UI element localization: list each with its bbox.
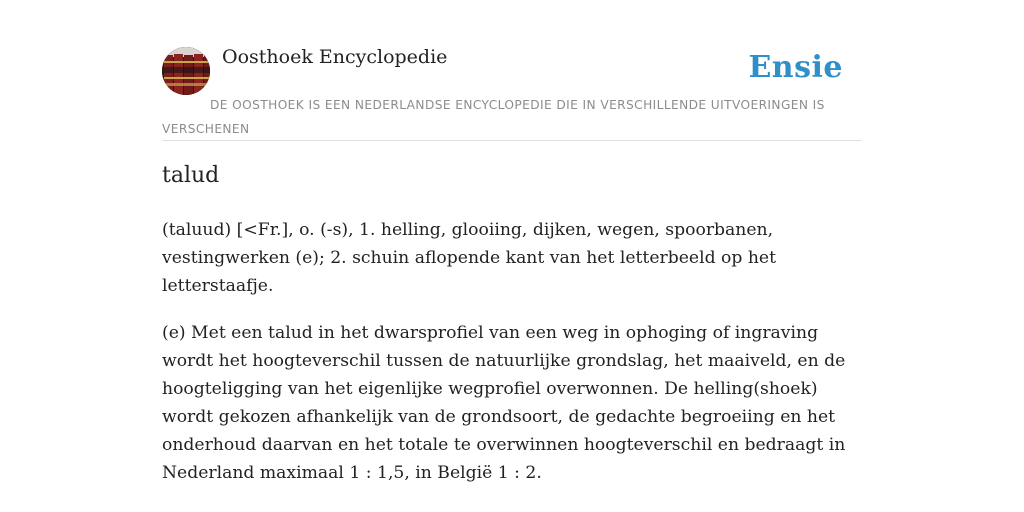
source-avatar[interactable]: [162, 47, 210, 95]
source-description: DE OOSTHOEK IS EEN NEDERLANDSE ENCYCLOPEDIE DIE IN VERSCHILLENDE UITVOERINGEN IS VERSCHENEN: [162, 98, 825, 136]
entry-term: talud: [162, 163, 220, 188]
book-spines-icon: [162, 47, 210, 95]
source-header: [162, 44, 862, 141]
brand-logo[interactable]: Ensie: [748, 50, 843, 85]
source-title[interactable]: Oosthoek Encyclopedie: [222, 46, 448, 68]
definition-paragraph: (e) Met een talud in het dwarsprofiel van een weg in ophoging of ingraving wordt het hoogteverschil tussen de natuurlijke grondslag, het maaiveld, en de hoogteligging van het eigenlijke wegprofiel overwonnen. De helling(shoek) wordt gekozen afhankelijk van de grondsoort, de gedachte begroeiing en het onderhoud daarvan en het totale te overwinnen hoogteverschil en bedraagt in Nederland maximaal 1 : 1,5, in België 1 : 2.: [162, 323, 846, 483]
definition-paragraph: (taluud) [<Fr.], o. (-s), 1. helling, glooiing, dijken, wegen, spoorbanen, vestingwerken (e); 2. schuin aflopende kant van het letterbeeld op het letterstaafje.: [162, 220, 776, 296]
